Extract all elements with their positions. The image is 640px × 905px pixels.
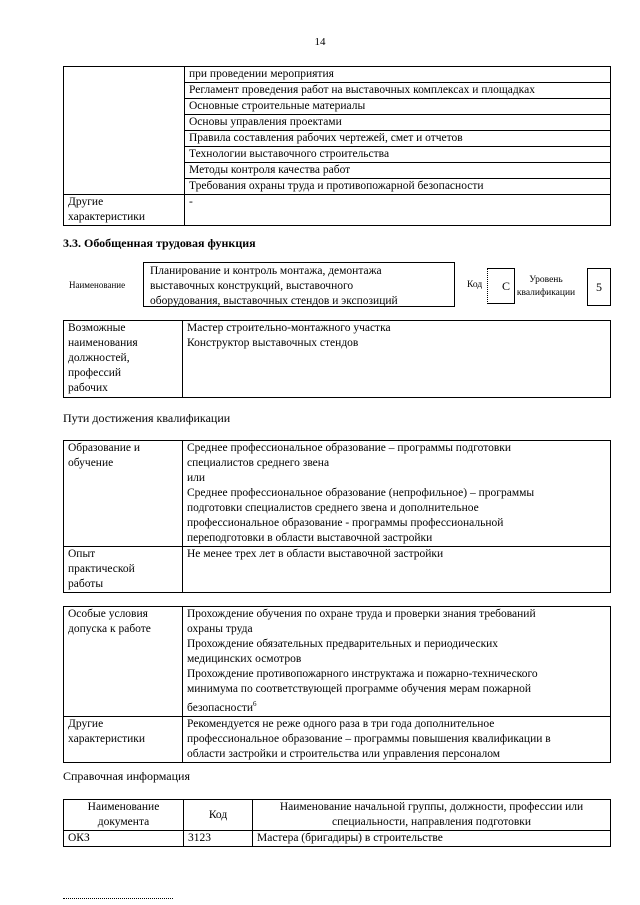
table-row <box>64 441 611 547</box>
special-conditions-value: Прохождение обучения по охране труда и проверки знания требований охраны труда Прохождение обязательных предварительных и периодических медицинских осмотров Прохождение противопожарного инструктажа и пожарно-технического минимума по соответствующей программе обучения мерам пожарной безопасности$^6$ <box>183 607 611 717</box>
admission-table <box>63 606 611 763</box>
table-row <box>64 195 611 226</box>
reference-heading: Справочная информация <box>63 769 190 783</box>
other-characteristics-value: - <box>185 195 611 226</box>
experience-label: Опыт практической работы <box>64 547 183 593</box>
other-characteristics-value: Рекомендуется не реже одного раза в три года дополнительное профессиональное образование – программы повышения квалификации в области застройки и строительства или управления персоналом <box>183 716 611 762</box>
knowledge-item: Технологии выставочного строительства <box>185 147 611 163</box>
knowledge-item: Основы управления проектами <box>185 115 611 131</box>
code-label: Код <box>467 280 483 290</box>
knowledge-item: Основные строительные материалы <box>185 99 611 115</box>
footnote-divider <box>63 898 173 899</box>
qualification-paths-heading: Пути достижения квалификации <box>63 411 231 425</box>
education-value: Среднее профессиональное образование – программы подготовки специалистов среднего звена или Среднее профессиональное образование (непрофильное) – программы подготовки специалистов среднего звена и дополнительное профессиональное образование - программы профессиональной переподготовки в области выставочной застройки <box>183 441 611 547</box>
table-row <box>64 716 611 762</box>
knowledge-item: Регламент проведения работ на выставочных комплексах и площадках <box>185 83 611 99</box>
cell-document: ОКЗ <box>64 831 184 847</box>
positions-table <box>63 320 611 398</box>
knowledge-item: Требования охраны труда и противопожарной безопасности <box>185 179 611 195</box>
other-characteristics-label: Другие характеристики <box>64 716 183 762</box>
special-conditions-label: Особые условия допуска к работе <box>64 607 183 717</box>
empty-label-cell <box>64 67 185 195</box>
education-table <box>63 440 611 593</box>
column-header-group-name: Наименование начальной группы, должности, профессии или специальности, направления подготовки <box>253 800 611 831</box>
table-row <box>64 547 611 593</box>
code-box: C <box>487 268 515 304</box>
positions-label: Возможные наименования должностей, профессий рабочих <box>64 321 183 398</box>
column-header-document: Наименование документа <box>64 800 184 831</box>
knowledge-item: Правила составления рабочих чертежей, смет и отчетов <box>185 131 611 147</box>
cell-code: 3123 <box>184 831 253 847</box>
table-header-row <box>64 800 611 831</box>
knowledge-item: при проведении мероприятия <box>185 67 611 83</box>
table-row <box>64 607 611 717</box>
knowledge-item: Методы контроля качества работ <box>185 163 611 179</box>
qualification-level-box: 5 <box>587 268 611 306</box>
table-row <box>64 831 611 847</box>
section-title: 3.3. Обобщенная трудовая функция <box>63 236 256 250</box>
experience-value: Не менее трех лет в области выставочной застройки <box>183 547 611 593</box>
positions-values: Мастер строительно-монтажного участка Конструктор выставочных стендов <box>183 321 611 398</box>
education-label: Образование и обучение <box>64 441 183 547</box>
column-header-code: Код <box>184 800 253 831</box>
cell-group-name: Мастера (бригадиры) в строительстве <box>253 831 611 847</box>
other-characteristics-label: Другие характеристики <box>64 195 185 226</box>
page-number: 14 <box>314 36 326 48</box>
table-row <box>64 321 611 398</box>
knowledge-table <box>63 66 611 226</box>
qualification-level-label: Уровень квалификации <box>516 275 576 298</box>
function-name-box: Планирование и контроль монтажа, демонтажа выставочных конструкций, выставочного оборудования, выставочных стендов и экспозиций <box>143 262 455 307</box>
table-row <box>64 67 611 83</box>
reference-table <box>63 799 611 847</box>
footnote-mark: 6 <box>253 700 257 708</box>
function-name-label: Наименование <box>69 280 126 290</box>
